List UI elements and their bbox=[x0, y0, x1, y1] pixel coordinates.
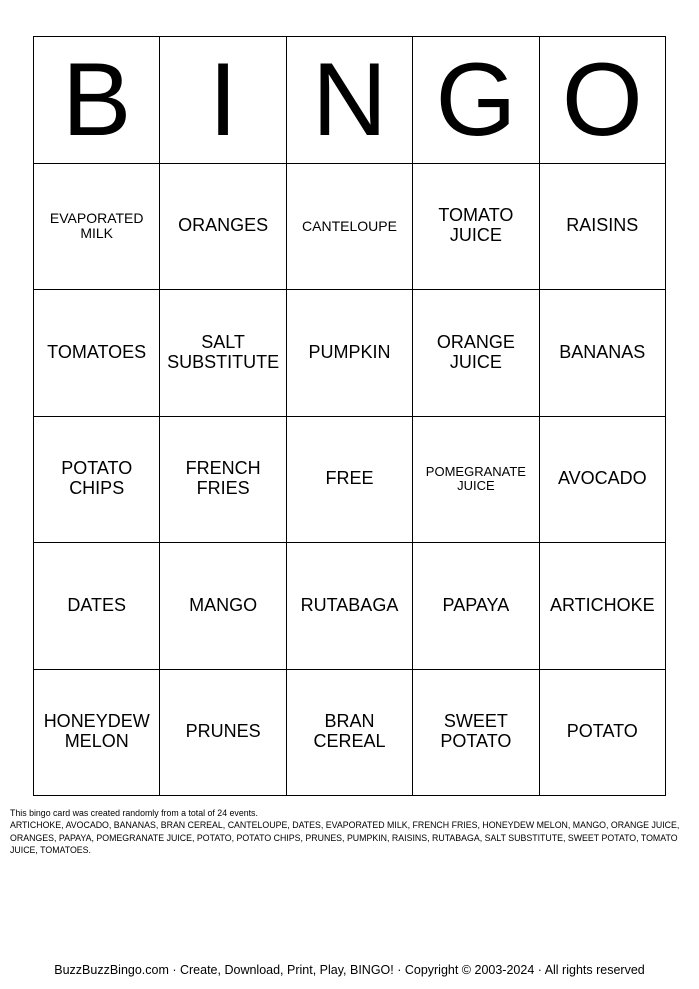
card-info-summary: This bingo card was created randomly from a total of 24 events. bbox=[10, 808, 258, 818]
bingo-cell: EVAPORATED MILK bbox=[34, 164, 160, 291]
header-letter-i: I bbox=[160, 37, 286, 164]
bingo-cell: DATES bbox=[34, 543, 160, 670]
header-letter-n: N bbox=[287, 37, 413, 164]
bingo-cell: AVOCADO bbox=[540, 417, 666, 544]
bingo-cell: TOMATO JUICE bbox=[413, 164, 539, 291]
bingo-cell: TOMATOES bbox=[34, 290, 160, 417]
bingo-cell: BRAN CEREAL bbox=[287, 670, 413, 797]
bingo-cell: PUMPKIN bbox=[287, 290, 413, 417]
bingo-cell: RUTABAGA bbox=[287, 543, 413, 670]
header-letter-b: B bbox=[34, 37, 160, 164]
bingo-cell: ARTICHOKE bbox=[540, 543, 666, 670]
bingo-cell: RAISINS bbox=[540, 164, 666, 291]
bingo-cell: MANGO bbox=[160, 543, 286, 670]
card-info bbox=[10, 807, 690, 856]
bingo-cell: POTATO CHIPS bbox=[34, 417, 160, 544]
bingo-cell: PAPAYA bbox=[413, 543, 539, 670]
bingo-cell: SALT SUBSTITUTE bbox=[160, 290, 286, 417]
bingo-cell: ORANGES bbox=[160, 164, 286, 291]
bingo-cell: BANANAS bbox=[540, 290, 666, 417]
header-letter-g: G bbox=[413, 37, 539, 164]
bingo-cell: ORANGE JUICE bbox=[413, 290, 539, 417]
bingo-cell: POMEGRANATE JUICE bbox=[413, 417, 539, 544]
bingo-cell: HONEYDEW MELON bbox=[34, 670, 160, 797]
bingo-cell: PRUNES bbox=[160, 670, 286, 797]
bingo-cell: FRENCH FRIES bbox=[160, 417, 286, 544]
bingo-cell: POTATO bbox=[540, 670, 666, 797]
card-info-events: ARTICHOKE, AVOCADO, BANANAS, BRAN CEREAL, CANTELOUPE, DATES, EVAPORATED MILK, FRENCH FRIES, HONEYDEW MELON, MANGO, ORANGE JUICE, ORANGES, PAPAYA, POMEGRANATE JUICE, POTATO, POTATO CHIPS, PRUNES, PUMPKIN, RAISINS, RUTABAGA, SALT SUBSTITUTE, SWEET POTATO, TOMATO JUICE, TOMATOES. bbox=[10, 820, 680, 855]
bingo-cell: CANTELOUPE bbox=[287, 164, 413, 291]
page-footer: BuzzBuzzBingo.com · Create, Download, Print, Play, BINGO! · Copyright © 2003-2024 · All rights reserved bbox=[54, 963, 645, 977]
bingo-cell: SWEET POTATO bbox=[413, 670, 539, 797]
bingo-card bbox=[33, 36, 666, 796]
free-space-cell: FREE bbox=[287, 417, 413, 544]
header-letter-o: O bbox=[540, 37, 666, 164]
